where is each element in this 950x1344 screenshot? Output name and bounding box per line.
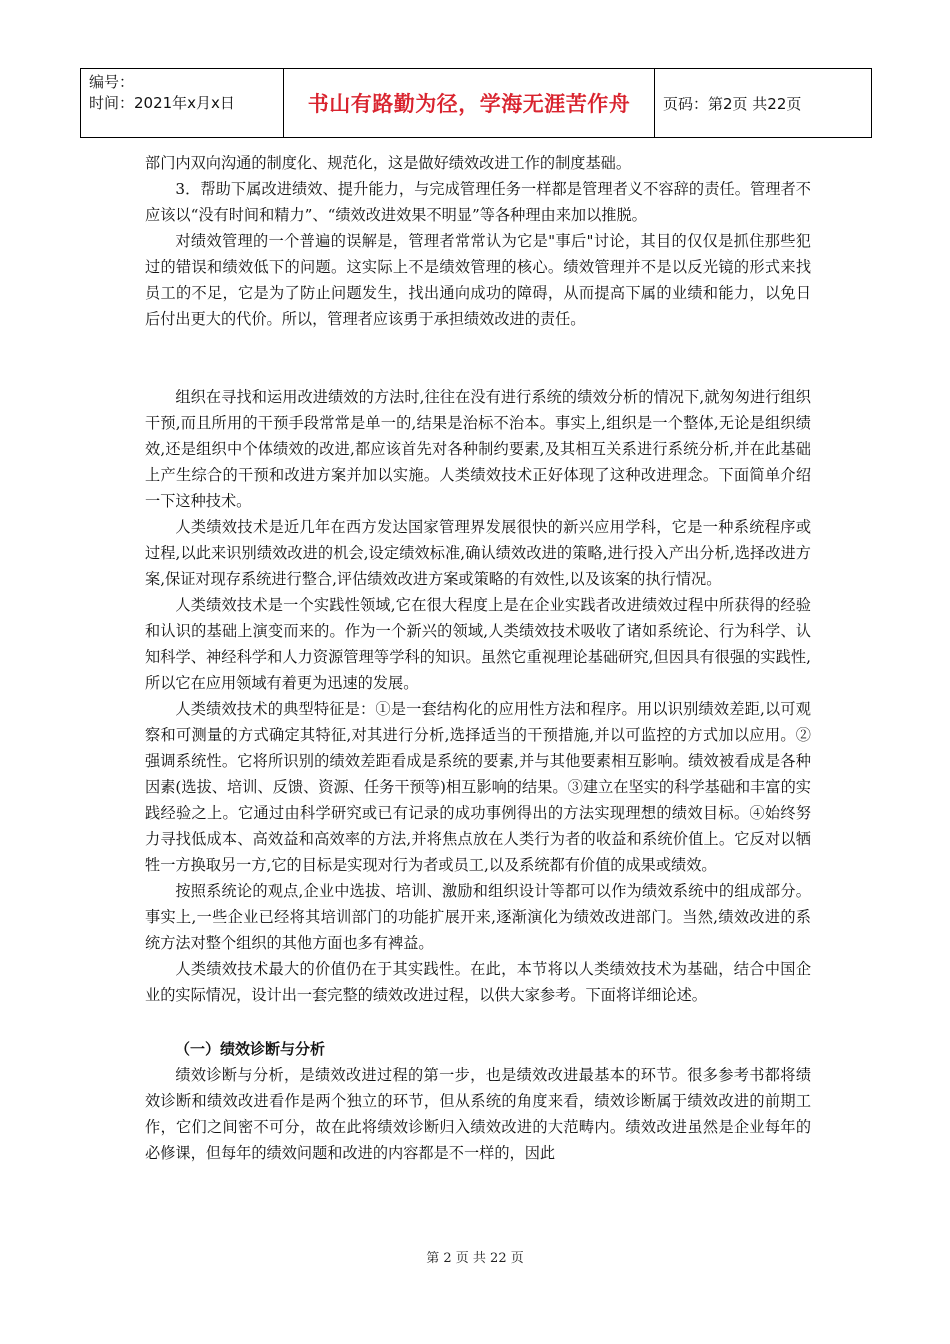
paragraph: 3．帮助下属改进绩效、提升能力，与完成管理任务一样都是管理者义不容辞的责任。管理者不应该以“没有时间和精力”、“绩效改进效果不明显”等各种理由来加以推脱。 [145, 180, 811, 224]
date-label: 时间：2021年x月x日 [89, 94, 235, 112]
spacer [145, 332, 811, 384]
spacer [145, 1008, 811, 1036]
paragraph: 绩效诊断与分析，是绩效改进过程的第一步，也是绩效改进最基本的环节。很多参考书都将绩效诊断和绩效改进看作是两个独立的环节，但从系统的角度来看，绩效诊断属于绩效改进的前期工作，它们之间密不可分，故在此将绩效诊断归入绩效改进的大范畴内。绩效改进虽然是企业每年的必修课，但每年的绩效问题和改进的内容都是不一样的，因此 [145, 1066, 811, 1162]
header-motto: 书山有路勤为径，学海无涯苦作舟 [284, 69, 655, 137]
header-meta [81, 69, 284, 137]
paragraph: 人类绩效技术是一个实践性领域,它在很大程度上是在企业实践者改进绩效过程中所获得的经验和认识的基础上演变而来的。作为一个新兴的领域,人类绩效技术吸收了诸如系统论、行为科学、认知科学、神经科学和人力资源管理等学科的知识。虽然它重视理论基础研究,但因具有很强的实践性,所以它在应用领域有着更为迅速的发展。 [145, 596, 811, 692]
paragraph: 对绩效管理的一个普遍的误解是，管理者常常认为它是"事后"讨论，其目的仅仅是抓住那些犯过的错误和绩效低下的问题。这实际上不是绩效管理的核心。绩效管理并不是以反光镜的形式来找员工的不足，它是为了防止问题发生，找出通向成功的障碍，从而提高下属的业绩和能力，以免日后付出更大的代价。所以，管理者应该勇于承担绩效改进的责任。 [145, 232, 811, 328]
paragraph: 人类绩效技术的典型特征是：①是一套结构化的应用性方法和程序。用以识别绩效差距,以可观察和可测量的方式确定其特征,对其进行分析,选择适当的干预措施,并以可监控的方式加以应用。②强调系统性。它将所识别的绩效差距看成是系统的要素,并与其他要素相互影响。绩效被看成是各种因素(选拔、培训、反馈、资源、任务干预等)相互影响的结果。③建立在坚实的科学基础和丰富的实践经验之上。它通过由科学研究或已有记录的成功事例得出的方法实现理想的绩效目标。④始终努力寻找低成本、高效益和高效率的方法,并将焦点放在人类行为者的收益和系统价值上。它反对以牺牲一方换取另一方,它的目标是实现对行为者或员工,以及系统都有价值的成果或绩效。 [145, 700, 811, 874]
paragraph: 按照系统论的观点,企业中选拔、培训、激励和组织设计等都可以作为绩效系统中的组成部分。事实上,一些企业已经将其培训部门的功能扩展开来,逐渐演化为绩效改进部门。当然,绩效改进的系统方法对整个组织的其他方面也多有裨益。 [145, 882, 811, 952]
paragraph: 人类绩效技术最大的价值仍在于其实践性。在此，本节将以人类绩效技术为基础，结合中国企业的实际情况，设计出一套完整的绩效改进过程，以供大家参考。下面将详细论述。 [145, 960, 811, 1004]
number-label: 编号： [89, 73, 135, 91]
paragraph: 部门内双向沟通的制度化、规范化，这是做好绩效改进工作的制度基础。 [145, 154, 631, 172]
paragraph: 人类绩效技术是近几年在西方发达国家管理界发展很快的新兴应用学科，它是一种系统程序或过程,以此来识别绩效改进的机会,设定绩效标准,确认绩效改进的策略,进行投入产出分析,选择改进方案,保证对现存系统进行整合,评估绩效改进方案或策略的有效性,以及该案的执行情况。 [145, 518, 811, 588]
page-footer: 第 2 页 共 22 页 [426, 1251, 524, 1266]
paragraph: 组织在寻找和运用改进绩效的方法时,往往在没有进行系统的绩效分析的情况下,就匆匆进行组织干预,而且所用的干预手段常常是单一的,结果是治标不治本。事实上,组织是一个整体,无论是组织绩效,还是组织中个体绩效的改进,都应该首先对各种制约要素,及其相互关系进行系统分析,并在此基础上产生综合的干预和改进方案并加以实施。人类绩效技术正好体现了这种改进理念。下面简单介绍一下这种技术。 [145, 388, 811, 510]
page-header [80, 68, 872, 138]
header-page-info: 页码：第2页 共22页 [663, 94, 802, 113]
section-heading: （一）绩效诊断与分析 [175, 1040, 326, 1058]
document-body [145, 150, 811, 1166]
